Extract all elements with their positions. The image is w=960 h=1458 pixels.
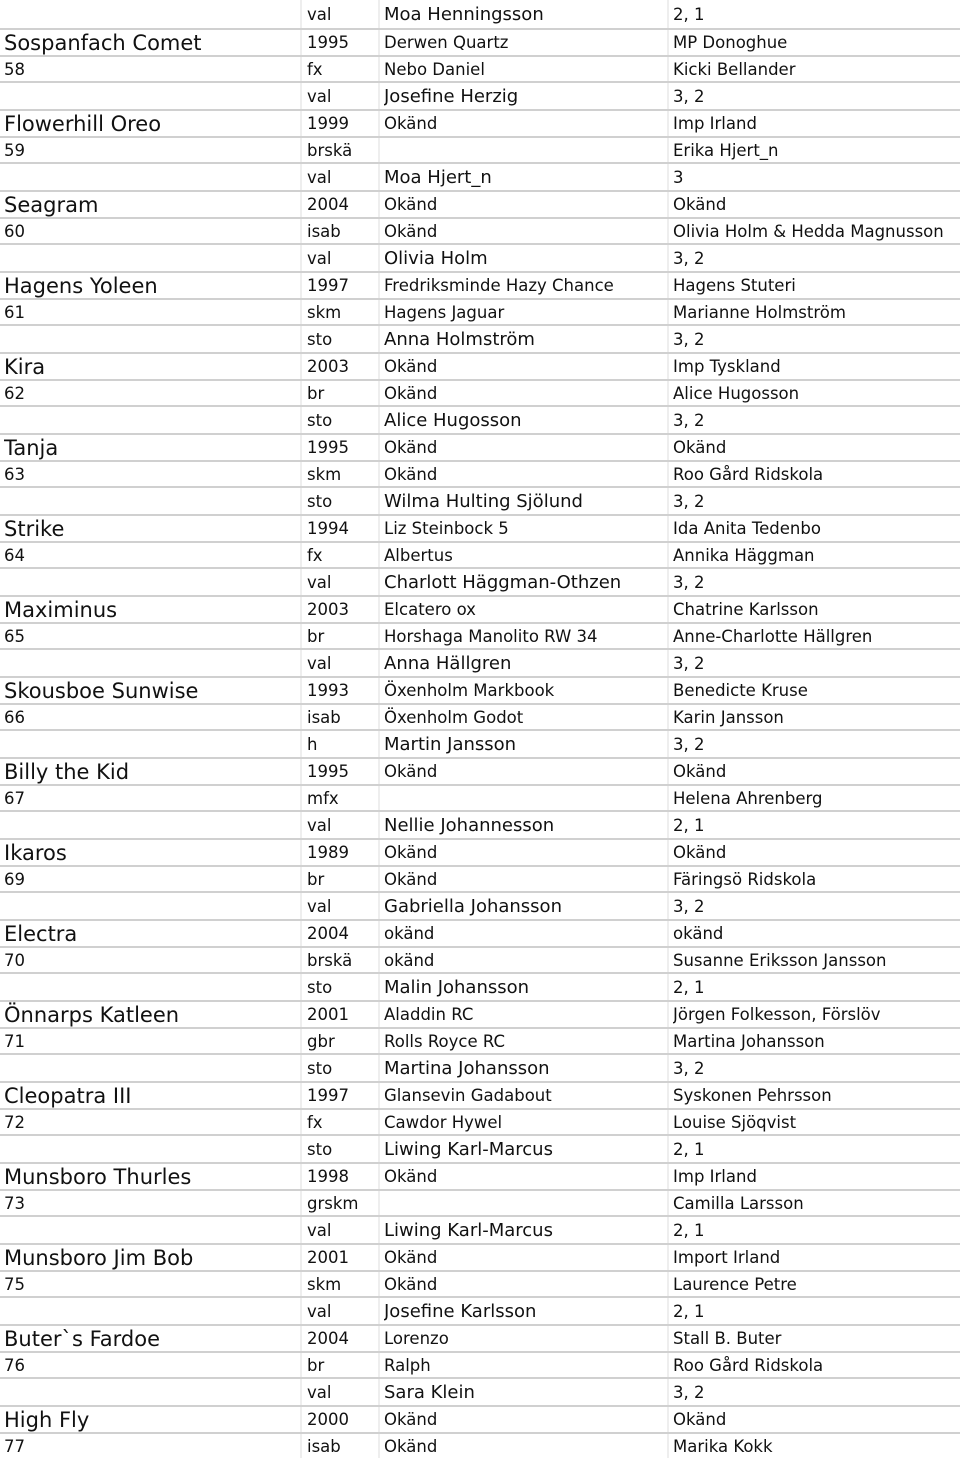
horse-row	[0, 1162, 960, 1189]
owner: Susanne Eriksson Jansson	[673, 950, 887, 970]
start-number: 66	[4, 707, 25, 727]
owner: Helena Ahrenberg	[673, 788, 823, 808]
birth-year: 1998	[307, 1167, 349, 1186]
horse-type: gbr	[307, 1031, 335, 1051]
owner: Marika Kokk	[673, 1436, 773, 1456]
breeder: Stall B. Buter	[673, 1329, 782, 1348]
owner-row	[0, 784, 960, 810]
breeder: Imp Irland	[673, 1167, 757, 1186]
start-number: 71	[4, 1031, 25, 1051]
owner-row	[0, 622, 960, 648]
rider-role: val	[307, 1301, 332, 1321]
horse-row	[0, 109, 960, 136]
owner: Laurence Petre	[673, 1274, 797, 1294]
birth-year: 1999	[307, 114, 349, 133]
result: 2, 1	[673, 977, 705, 997]
dam: Okänd	[384, 1436, 438, 1456]
horse-entry	[0, 271, 960, 352]
rider-name: Anna Holmström	[384, 328, 535, 350]
horse-entry	[0, 1324, 960, 1405]
owner: Alice Hugosson	[673, 383, 800, 403]
dam: Horshaga Manolito RW 34	[384, 626, 598, 646]
result: 2, 1	[673, 4, 705, 24]
birth-year: 1995	[307, 438, 349, 457]
owner: Anne-Charlotte Hällgren	[673, 626, 873, 646]
horse-row	[0, 676, 960, 703]
owner-row	[0, 298, 960, 324]
horse-row	[0, 28, 960, 55]
sire: Derwen Quartz	[384, 33, 509, 52]
dam: Okänd	[384, 383, 438, 403]
owner-row	[0, 1108, 960, 1134]
horse-row	[0, 757, 960, 784]
sire: Okänd	[384, 843, 438, 862]
owner-row	[0, 1027, 960, 1053]
result: 3, 2	[673, 734, 705, 754]
start-number: 61	[4, 302, 25, 322]
breeder: Okänd	[673, 438, 727, 457]
rider-row	[0, 972, 960, 1000]
horse-name: Hagens Yoleen	[4, 273, 158, 298]
start-number: 70	[4, 950, 25, 970]
top-partial-entry	[0, 0, 960, 28]
horse-row	[0, 1081, 960, 1108]
sire: Fredriksminde Hazy Chance	[384, 276, 614, 295]
rider-role: h	[307, 734, 318, 754]
horse-type: brskä	[307, 950, 353, 970]
breeder: Hagens Stuteri	[673, 276, 796, 295]
result: 3	[673, 167, 684, 187]
owner: Karin Jansson	[673, 707, 784, 727]
result: 3, 2	[673, 653, 705, 673]
dam: Ralph	[384, 1355, 431, 1375]
sire: Okänd	[384, 1248, 438, 1267]
rider-role: sto	[307, 329, 333, 349]
horse-entry	[0, 676, 960, 757]
rider-role: val	[307, 248, 332, 268]
horse-entry	[0, 1405, 960, 1458]
breeder: okänd	[673, 924, 724, 943]
owner-row	[0, 1351, 960, 1377]
rider-name: Moa Hjert_n	[384, 166, 492, 188]
rider-role: sto	[307, 410, 333, 430]
horse-name: Cleopatra III	[4, 1083, 132, 1108]
horse-type: grskm	[307, 1193, 359, 1213]
breeder: Benedicte Kruse	[673, 681, 808, 700]
rider-row	[0, 729, 960, 757]
owner-row	[0, 379, 960, 405]
rider-role: val	[307, 653, 332, 673]
sire: Lorenzo	[384, 1329, 449, 1348]
owner: Roo Gård Ridskola	[673, 464, 824, 484]
dam: Rolls Royce RC	[384, 1031, 506, 1051]
birth-year: 2004	[307, 924, 349, 943]
horse-type: skm	[307, 464, 342, 484]
breeder: Ida Anita Tedenbo	[673, 519, 821, 538]
dam: Okänd	[384, 869, 438, 889]
result: 3, 2	[673, 248, 705, 268]
horse-name: Önnarps Katleen	[4, 1002, 180, 1027]
breeder: Syskonen Pehrsson	[673, 1086, 832, 1105]
rider-role: sto	[307, 1058, 333, 1078]
start-number: 63	[4, 464, 25, 484]
horse-name: Billy the Kid	[4, 759, 130, 784]
rider-row	[0, 1134, 960, 1162]
rider-role: val	[307, 1382, 332, 1402]
horse-name: Strike	[4, 516, 65, 541]
horse-type: skm	[307, 302, 342, 322]
rider-name: Moa Henningsson	[384, 3, 544, 25]
dam: Okänd	[384, 464, 438, 484]
rider-name: Sara Klein	[384, 1381, 475, 1403]
rider-role: sto	[307, 491, 333, 511]
rider-row	[0, 1215, 960, 1243]
birth-year: 1997	[307, 1086, 349, 1105]
start-number: 67	[4, 788, 25, 808]
birth-year: 2004	[307, 1329, 349, 1348]
birth-year: 2003	[307, 357, 349, 376]
rider-row	[0, 567, 960, 595]
start-number: 77	[4, 1436, 25, 1456]
horse-entry	[0, 433, 960, 514]
sire: Okänd	[384, 438, 438, 457]
horse-name: Munsboro Jim Bob	[4, 1245, 194, 1270]
breeder: Import Irland	[673, 1248, 781, 1267]
rider-row	[0, 1053, 960, 1081]
dam: Okänd	[384, 1274, 438, 1294]
horse-name: Skousboe Sunwise	[4, 678, 199, 703]
birth-year: 1997	[307, 276, 349, 295]
horse-entry	[0, 757, 960, 838]
owner: Färingsö Ridskola	[673, 869, 817, 889]
horse-type: isab	[307, 221, 341, 241]
rider-row	[0, 324, 960, 352]
breeder: Imp Tyskland	[673, 357, 781, 376]
horse-entry	[0, 1162, 960, 1243]
result: 3, 2	[673, 572, 705, 592]
rider-row	[0, 81, 960, 109]
breeder: Okänd	[673, 762, 727, 781]
horse-type: mfx	[307, 788, 339, 808]
dam: Okänd	[384, 221, 438, 241]
owner: Marianne Holmström	[673, 302, 846, 322]
owner-row	[0, 460, 960, 486]
rider-name: Liwing Karl-Marcus	[384, 1219, 553, 1241]
owner: Louise Sjöqvist	[673, 1112, 797, 1132]
result: 3, 2	[673, 896, 705, 916]
breeder: Okänd	[673, 195, 727, 214]
rider-name: Malin Johansson	[384, 976, 530, 998]
sire: Öxenholm Markbook	[384, 681, 555, 700]
horse-entry	[0, 352, 960, 433]
owner-row	[0, 541, 960, 567]
rider-name: Liwing Karl-Marcus	[384, 1138, 553, 1160]
owner-row	[0, 703, 960, 729]
start-number: 62	[4, 383, 25, 403]
rider-name: Charlott Häggman-Othzen	[384, 571, 622, 593]
start-number: 60	[4, 221, 25, 241]
horse-entry	[0, 1000, 960, 1081]
rider-row	[0, 0, 960, 28]
start-number: 65	[4, 626, 25, 646]
start-number: 75	[4, 1274, 25, 1294]
result: 2, 1	[673, 815, 705, 835]
start-number: 76	[4, 1355, 25, 1375]
horse-entry	[0, 28, 960, 109]
horse-row	[0, 514, 960, 541]
rider-name: Martina Johansson	[384, 1057, 550, 1079]
rider-name: Josefine Herzig	[384, 85, 519, 107]
horse-name: Buter`s Fardoe	[4, 1326, 161, 1351]
owner: Kicki Bellander	[673, 59, 796, 79]
sire: okänd	[384, 924, 435, 943]
sire: Okänd	[384, 1410, 438, 1429]
horse-row	[0, 433, 960, 460]
horse-entry	[0, 1081, 960, 1162]
owner: Martina Johansson	[673, 1031, 825, 1051]
birth-year: 1989	[307, 843, 349, 862]
rider-row	[0, 486, 960, 514]
horse-type: br	[307, 1355, 325, 1375]
rider-name: Alice Hugosson	[384, 409, 522, 431]
sire: Okänd	[384, 114, 438, 133]
birth-year: 1993	[307, 681, 349, 700]
sire: Liz Steinbock 5	[384, 519, 509, 538]
horse-type: isab	[307, 707, 341, 727]
rider-role: val	[307, 815, 332, 835]
breeder: Okänd	[673, 1410, 727, 1429]
breeder: Chatrine Karlsson	[673, 600, 819, 619]
sire: Okänd	[384, 762, 438, 781]
horse-row	[0, 919, 960, 946]
horse-entry	[0, 919, 960, 1000]
birth-year: 1995	[307, 33, 349, 52]
horse-row	[0, 838, 960, 865]
owner-row	[0, 946, 960, 972]
horse-entry	[0, 109, 960, 190]
rider-name: Nellie Johannesson	[384, 814, 555, 836]
result: 2, 1	[673, 1139, 705, 1159]
horse-name: Flowerhill Oreo	[4, 111, 162, 136]
horse-type: br	[307, 383, 325, 403]
rider-role: sto	[307, 1139, 333, 1159]
result: 3, 2	[673, 329, 705, 349]
sire: Glansevin Gadabout	[384, 1086, 552, 1105]
start-number: 59	[4, 140, 25, 160]
horse-name: Ikaros	[4, 840, 67, 865]
breeder: Jörgen Folkesson, Förslöv	[673, 1005, 881, 1024]
horse-row	[0, 1324, 960, 1351]
horse-entry	[0, 838, 960, 919]
sire: Okänd	[384, 195, 438, 214]
dam	[384, 1191, 668, 1215]
rider-row	[0, 405, 960, 433]
rider-role: sto	[307, 977, 333, 997]
rider-name: Olivia Holm	[384, 247, 488, 269]
result: 3, 2	[673, 410, 705, 430]
sire: Elcatero ox	[384, 600, 476, 619]
rider-role: val	[307, 167, 332, 187]
birth-year: 2000	[307, 1410, 349, 1429]
start-number: 69	[4, 869, 25, 889]
owner: Erika Hjert_n	[673, 140, 779, 160]
horse-name: Sospanfach Comet	[4, 30, 202, 55]
horse-type: br	[307, 626, 325, 646]
breeder: Imp Irland	[673, 114, 757, 133]
horse-name: Kira	[4, 354, 46, 379]
owner-row	[0, 55, 960, 81]
rider-name: Gabriella Johansson	[384, 895, 562, 917]
start-number: 72	[4, 1112, 25, 1132]
start-number: 73	[4, 1193, 25, 1213]
horse-row	[0, 1243, 960, 1270]
horse-type: br	[307, 869, 325, 889]
dam: okänd	[384, 950, 435, 970]
owner: Annika Häggman	[673, 545, 815, 565]
result: 3, 2	[673, 491, 705, 511]
owner: Olivia Holm & Hedda Magnusson	[673, 221, 944, 241]
owner-row	[0, 136, 960, 162]
horse-entry	[0, 190, 960, 271]
breeder: MP Donoghue	[673, 33, 788, 52]
start-number: 58	[4, 59, 25, 79]
horse-name: High Fly	[4, 1407, 90, 1432]
horse-type: brskä	[307, 140, 353, 160]
horse-row	[0, 190, 960, 217]
horse-row	[0, 352, 960, 379]
rider-role: val	[307, 1220, 332, 1240]
rider-row	[0, 1377, 960, 1405]
horse-row	[0, 595, 960, 622]
birth-year: 2001	[307, 1248, 349, 1267]
rider-row	[0, 648, 960, 676]
horse-entry	[0, 595, 960, 676]
owner-row	[0, 865, 960, 891]
start-number: 64	[4, 545, 25, 565]
rider-role: val	[307, 4, 332, 24]
horse-row	[0, 1405, 960, 1432]
dam: Albertus	[384, 545, 453, 565]
birth-year: 2001	[307, 1005, 349, 1024]
breeder: Okänd	[673, 843, 727, 862]
rider-row	[0, 891, 960, 919]
horse-type: fx	[307, 545, 323, 565]
birth-year: 2004	[307, 195, 349, 214]
rider-row	[0, 162, 960, 190]
horse-row	[0, 1000, 960, 1027]
result: 2, 1	[673, 1220, 705, 1240]
sire: Aladdin RC	[384, 1005, 474, 1024]
birth-year: 1995	[307, 762, 349, 781]
horse-name: Seagram	[4, 192, 99, 217]
horse-type: fx	[307, 1112, 323, 1132]
dam: Hagens Jaguar	[384, 302, 505, 322]
rider-row	[0, 1296, 960, 1324]
rider-name: Josefine Karlsson	[384, 1300, 537, 1322]
dam	[384, 138, 668, 162]
birth-year: 2003	[307, 600, 349, 619]
rider-row	[0, 243, 960, 271]
sire: Okänd	[384, 357, 438, 376]
rider-role: val	[307, 572, 332, 592]
owner-row	[0, 217, 960, 243]
owner-row	[0, 1270, 960, 1296]
horse-row	[0, 271, 960, 298]
result: 3, 2	[673, 1058, 705, 1078]
horse-type: isab	[307, 1436, 341, 1456]
result: 3, 2	[673, 86, 705, 106]
horse-entry	[0, 514, 960, 595]
dam	[384, 786, 668, 810]
result: 3, 2	[673, 1382, 705, 1402]
sire: Okänd	[384, 1167, 438, 1186]
owner: Roo Gård Ridskola	[673, 1355, 824, 1375]
owner-row	[0, 1432, 960, 1458]
horse-type: skm	[307, 1274, 342, 1294]
owner-row	[0, 1189, 960, 1215]
rider-row	[0, 810, 960, 838]
horse-entry	[0, 1243, 960, 1324]
horse-name: Electra	[4, 921, 78, 946]
owner: Camilla Larsson	[673, 1193, 804, 1213]
rider-role: val	[307, 86, 332, 106]
birth-year: 1994	[307, 519, 349, 538]
dam: Nebo Daniel	[384, 59, 485, 79]
horse-name: Munsboro Thurles	[4, 1164, 192, 1189]
dam: Öxenholm Godot	[384, 707, 524, 727]
horse-name: Tanja	[4, 435, 59, 460]
horse-type: fx	[307, 59, 323, 79]
rider-role: val	[307, 896, 332, 916]
rider-name: Anna Hällgren	[384, 652, 512, 674]
rider-name: Martin Jansson	[384, 733, 517, 755]
result: 2, 1	[673, 1301, 705, 1321]
dam: Cawdor Hywel	[384, 1112, 503, 1132]
rider-name: Wilma Hulting Sjölund	[384, 490, 583, 512]
horse-name: Maximinus	[4, 597, 118, 622]
